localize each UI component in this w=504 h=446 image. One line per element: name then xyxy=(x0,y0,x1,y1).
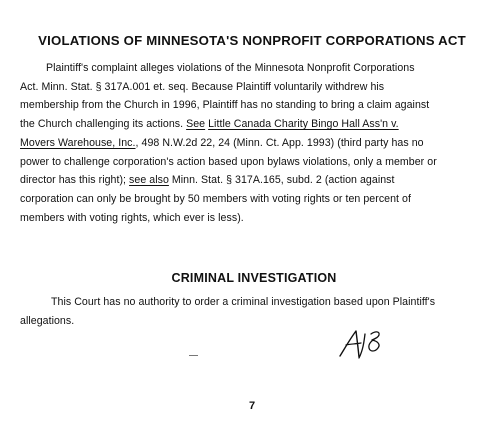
paragraph-line: allegations. xyxy=(20,314,75,327)
section-heading-nonprofit-act: VIOLATIONS OF MINNESOTA'S NONPROFIT CORPORATIONS ACT xyxy=(38,33,466,48)
paragraph-line xyxy=(20,59,488,78)
signal-see: See xyxy=(186,118,206,131)
text-run: membership from the Church in 1996, Plaintiff has no standing to bring a claim against xyxy=(20,99,430,112)
text-run: director has this right); xyxy=(20,174,130,187)
paragraph-line xyxy=(20,153,488,172)
paragraph-line xyxy=(20,209,488,228)
page-number: 7 xyxy=(248,400,256,412)
paragraph-line xyxy=(20,134,488,153)
paragraph-nonprofit-act xyxy=(20,59,488,227)
paragraph-line xyxy=(20,96,488,115)
paragraph-line xyxy=(20,115,488,134)
paragraph-line xyxy=(20,78,488,97)
paragraph-line xyxy=(20,190,488,209)
text-run: the Church challenging its actions. xyxy=(20,118,187,131)
paragraph-line: This Court has no authority to order a criminal investigation based upon Plaintiff's xyxy=(51,296,436,308)
text-run: Act. Minn. Stat. § 317A.001 et. seq. Because Plaintiff voluntarily withdrew his xyxy=(20,80,385,93)
case-name-part-2: Movers Warehouse, Inc. xyxy=(20,136,136,149)
text-run: , 498 N.W.2d 22, 24 (Minn. Ct. App. 1993) (third party has no xyxy=(135,136,424,149)
case-name-part-1: Little Canada Charity Bingo Hall Ass'n v. xyxy=(208,118,399,131)
paragraph-criminal-investigation xyxy=(20,293,488,330)
text-run: Minn. Stat. § 317A.165, subd. 2 (action against xyxy=(168,174,395,187)
text-run: corporation can only be brought by 50 members with voting rights or ten percent of xyxy=(20,192,411,205)
paragraph-line xyxy=(20,171,488,190)
small-dash-mark xyxy=(189,355,198,356)
handwritten-initials xyxy=(338,328,388,360)
text-run: power to challenge corporation's action based upon bylaws violations, only a member or xyxy=(20,155,437,168)
section-heading-criminal-investigation: CRIMINAL INVESTIGATION xyxy=(171,271,337,285)
signal-see-also: see also xyxy=(129,174,169,187)
text-run: Plaintiff's complaint alleges violations of the Minnesota Nonprofit Corporations xyxy=(46,62,415,74)
text-run: members with voting rights, which ever is less). xyxy=(20,211,244,224)
